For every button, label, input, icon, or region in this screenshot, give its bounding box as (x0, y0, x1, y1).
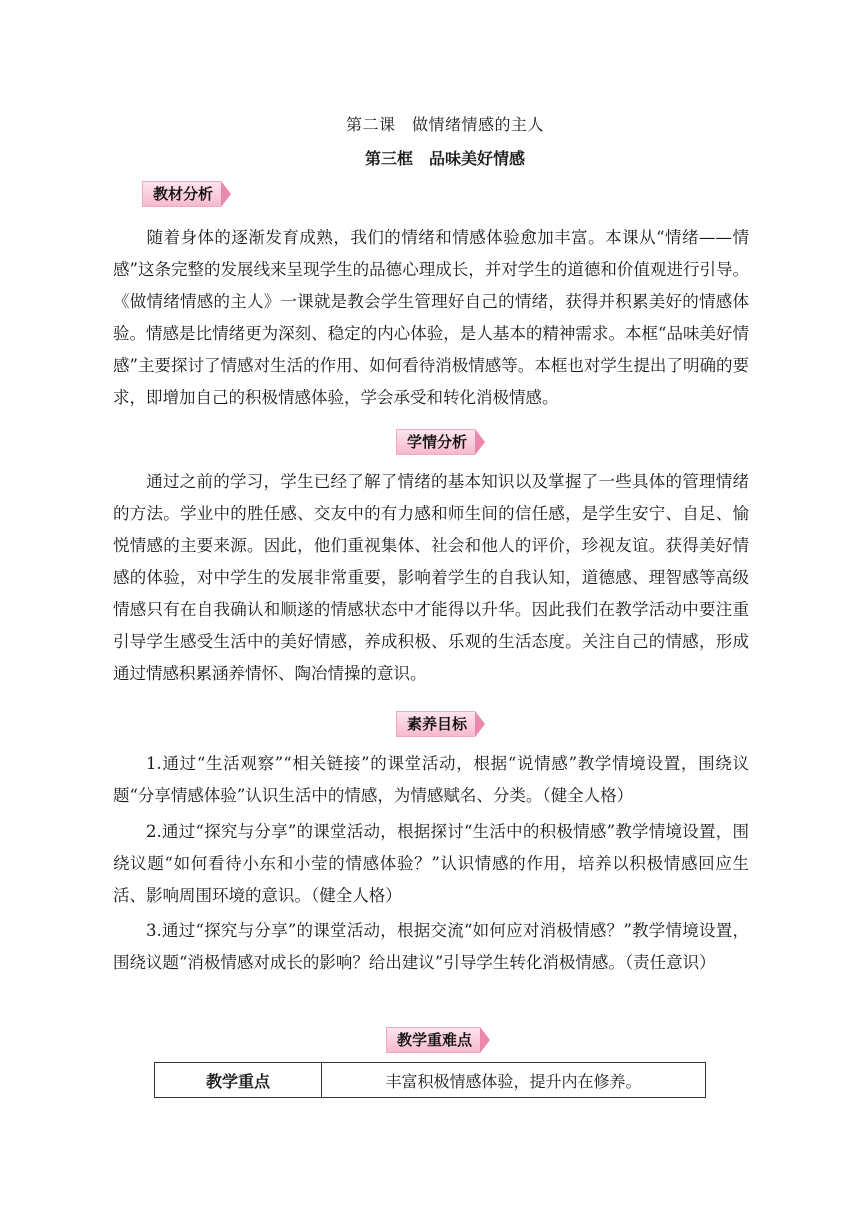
section-title: 第三框 品味美好情感 (364, 149, 525, 168)
lesson-title: 第二课 做情绪情感的主人 (345, 115, 544, 134)
table-value-cell: 丰富积极情感体验，提升内在修养。 (322, 1063, 706, 1098)
table-row (155, 1063, 706, 1098)
tag-label: 学情分析 (396, 429, 475, 455)
tag-label: 素养目标 (396, 711, 475, 737)
goal-item-1: 1.通过“生活观察”“相关链接”的课堂活动，根据“说情感”教学情境设置，围绕议题“分享情感体验”认识生活中的情感，为情感赋名、分类。（健全人格） (113, 754, 749, 805)
chevron-right-icon (475, 711, 485, 737)
key-points-table (154, 1062, 706, 1098)
goal-item-3: 3.通过“探究与分享”的课堂活动，根据交流“如何应对消极情感？”教学情境设置，围绕议题“消极情感对成长的影响？给出建议”引导学生转化消极情感。（责任意识） (113, 921, 749, 972)
literacy-goals-tag (396, 711, 485, 737)
student-analysis-tag (396, 429, 485, 455)
textbook-analysis-text: 随着身体的逐渐发育成熟，我们的情绪和情感体验愈加丰富。本课从“情绪——情感”这条完整的发展线来呈现学生的品德心理成长，并对学生的道德和价值观进行引导。《做情绪情感的主人》一课就是教会学生管理好自己的情绪，获得并积累美好的情感体验。情感是比情绪更为深刻、稳定的内心体验，是人基本的精神需求。本框“品味美好情感”主要探讨了情感对生活的作用、如何看待消极情感等。本框也对学生提出了明确的要求，即增加自己的积极情感体验，学会承受和转化消极情感。 (113, 228, 749, 407)
chevron-right-icon (221, 181, 231, 207)
goal-item-2: 2.通过“探究与分享”的课堂活动，根据探讨“生活中的积极情感”教学情境设置，围绕议题“如何看待小东和小莹的情感体验？”认识情感的作用，培养以积极情感回应生活、影响周围环境的意识。（健全人格） (113, 822, 749, 905)
chevron-right-icon (480, 1027, 490, 1053)
textbook-analysis-tag (142, 181, 231, 207)
tag-label: 教材分析 (142, 181, 221, 207)
tag-label: 教学重难点 (386, 1027, 480, 1053)
chevron-right-icon (475, 429, 485, 455)
student-analysis-text: 通过之前的学习，学生已经了解了情绪的基本知识以及掌握了一些具体的管理情绪的方法。学业中的胜任感、交友中的有力感和师生间的信任感，是学生安宁、自足、愉悦情感的主要来源。因此，他们重视集体、社会和他人的评价，珍视友谊。获得美好情感的体验，对中学生的发展非常重要，影响着学生的自我认知，道德感、理智感等高级情感只有在自我确认和顺遂的情感状态中才能得以升华。因此我们在教学活动中要注重引导学生感受生活中的美好情感，养成积极、乐观的生活态度。关注自己的情感，形成通过情感积累涵养情怀、陶冶情操的意识。 (113, 472, 749, 683)
table-header-cell: 教学重点 (155, 1063, 322, 1098)
key-points-tag (386, 1027, 490, 1053)
